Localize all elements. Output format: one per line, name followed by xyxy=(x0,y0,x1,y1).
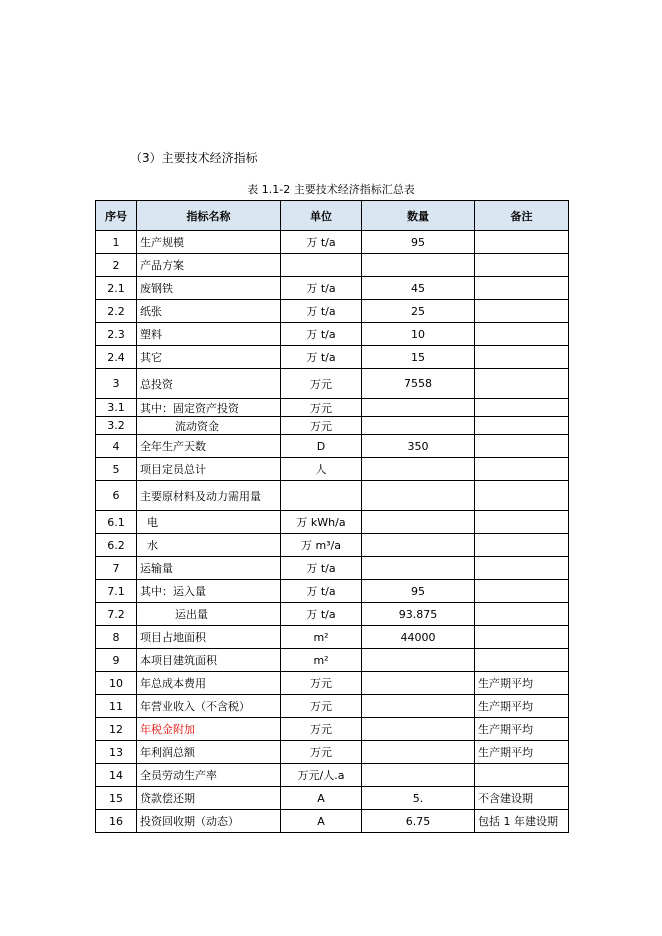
row-note xyxy=(475,534,569,557)
row-name: 运输量 xyxy=(137,557,281,580)
row-qty xyxy=(362,672,475,695)
row-name: 电 xyxy=(137,511,281,534)
row-note xyxy=(475,369,569,399)
row-qty: 7558 xyxy=(362,369,475,399)
row-qty: 95 xyxy=(362,231,475,254)
row-qty xyxy=(362,718,475,741)
table-row xyxy=(96,764,569,787)
row-unit: 万元 xyxy=(281,695,362,718)
row-unit: 万 t/a xyxy=(281,580,362,603)
table-row xyxy=(96,399,569,417)
table-row xyxy=(96,741,569,764)
table-row xyxy=(96,534,569,557)
row-qty: 15 xyxy=(362,346,475,369)
indicator-table xyxy=(95,200,569,833)
row-unit: 万元/人.a xyxy=(281,764,362,787)
row-no: 3 xyxy=(96,369,137,399)
row-note xyxy=(475,649,569,672)
row-no: 11 xyxy=(96,695,137,718)
table-row xyxy=(96,417,569,435)
row-name: 其中：固定资产投资 xyxy=(137,399,281,417)
table-caption: 表 1.1-2 主要技术经济指标汇总表 xyxy=(247,183,415,196)
row-name: 本项目建筑面积 xyxy=(137,649,281,672)
row-unit: 万元 xyxy=(281,672,362,695)
row-no: 5 xyxy=(96,458,137,481)
table-row xyxy=(96,346,569,369)
header-note: 备注 xyxy=(475,201,569,231)
row-name: 水 xyxy=(137,534,281,557)
header-name: 指标名称 xyxy=(137,201,281,231)
row-qty: 10 xyxy=(362,323,475,346)
row-note xyxy=(475,435,569,458)
row-note xyxy=(475,399,569,417)
table-row xyxy=(96,481,569,511)
row-qty: 25 xyxy=(362,300,475,323)
row-name: 全员劳动生产率 xyxy=(137,764,281,787)
row-name: 年总成本费用 xyxy=(137,672,281,695)
row-name: 主要原材料及动力需用量 xyxy=(137,481,281,511)
row-unit: 万 t/a xyxy=(281,323,362,346)
row-qty: 6.75 xyxy=(362,810,475,833)
row-note xyxy=(475,557,569,580)
row-unit: 万元 xyxy=(281,718,362,741)
table-row xyxy=(96,277,569,300)
row-name: 投资回收期（动态） xyxy=(137,810,281,833)
table-header-row xyxy=(96,201,569,231)
row-qty: 44000 xyxy=(362,626,475,649)
row-qty xyxy=(362,511,475,534)
row-qty xyxy=(362,741,475,764)
table-row xyxy=(96,580,569,603)
table-row xyxy=(96,231,569,254)
row-note xyxy=(475,481,569,511)
row-no: 6 xyxy=(96,481,137,511)
header-qty: 数量 xyxy=(362,201,475,231)
row-qty xyxy=(362,557,475,580)
table-row xyxy=(96,458,569,481)
row-no: 2.3 xyxy=(96,323,137,346)
row-name: 塑料 xyxy=(137,323,281,346)
row-unit: 人 xyxy=(281,458,362,481)
row-no: 8 xyxy=(96,626,137,649)
row-no: 2.4 xyxy=(96,346,137,369)
table-row xyxy=(96,787,569,810)
row-note xyxy=(475,417,569,435)
table-row xyxy=(96,369,569,399)
row-no: 16 xyxy=(96,810,137,833)
row-no: 6.2 xyxy=(96,534,137,557)
row-unit xyxy=(281,254,362,277)
row-name: 废钢铁 xyxy=(137,277,281,300)
row-no: 4 xyxy=(96,435,137,458)
row-no: 12 xyxy=(96,718,137,741)
row-unit: m² xyxy=(281,626,362,649)
row-unit: D xyxy=(281,435,362,458)
row-qty xyxy=(362,458,475,481)
row-no: 2 xyxy=(96,254,137,277)
row-unit: 万 kWh/a xyxy=(281,511,362,534)
row-name: 贷款偿还期 xyxy=(137,787,281,810)
table-row xyxy=(96,718,569,741)
row-qty xyxy=(362,399,475,417)
row-no: 10 xyxy=(96,672,137,695)
row-qty: 95 xyxy=(362,580,475,603)
row-no: 13 xyxy=(96,741,137,764)
row-note xyxy=(475,458,569,481)
row-note xyxy=(475,300,569,323)
row-no: 9 xyxy=(96,649,137,672)
table-row xyxy=(96,435,569,458)
row-qty xyxy=(362,417,475,435)
row-name: 年营业收入（不含税） xyxy=(137,695,281,718)
table-row xyxy=(96,254,569,277)
row-note xyxy=(475,626,569,649)
row-no: 6.1 xyxy=(96,511,137,534)
table-row xyxy=(96,672,569,695)
row-qty: 45 xyxy=(362,277,475,300)
row-note: 生产期平均 xyxy=(475,741,569,764)
row-no: 1 xyxy=(96,231,137,254)
header-unit: 单位 xyxy=(281,201,362,231)
row-unit xyxy=(281,481,362,511)
table-row xyxy=(96,603,569,626)
row-name: 运出量 xyxy=(137,603,281,626)
row-note xyxy=(475,231,569,254)
row-qty xyxy=(362,534,475,557)
section-heading: （3）主要技术经济指标 xyxy=(130,151,258,165)
row-qty: 350 xyxy=(362,435,475,458)
row-note xyxy=(475,580,569,603)
row-note xyxy=(475,603,569,626)
row-note xyxy=(475,277,569,300)
row-no: 3.1 xyxy=(96,399,137,417)
row-unit: m² xyxy=(281,649,362,672)
row-name: 流动资金 xyxy=(137,417,281,435)
row-unit: 万 t/a xyxy=(281,603,362,626)
row-qty: 5. xyxy=(362,787,475,810)
row-qty: 93.875 xyxy=(362,603,475,626)
table-row xyxy=(96,810,569,833)
row-no: 7 xyxy=(96,557,137,580)
table-row xyxy=(96,557,569,580)
row-name-highlighted: 年税金附加 xyxy=(137,718,281,741)
row-unit: 万 t/a xyxy=(281,277,362,300)
row-unit: A xyxy=(281,787,362,810)
row-unit: 万 t/a xyxy=(281,557,362,580)
row-note: 生产期平均 xyxy=(475,672,569,695)
row-unit: 万元 xyxy=(281,369,362,399)
row-no: 14 xyxy=(96,764,137,787)
row-qty xyxy=(362,481,475,511)
row-name: 生产规模 xyxy=(137,231,281,254)
table-row xyxy=(96,323,569,346)
row-unit: A xyxy=(281,810,362,833)
row-qty xyxy=(362,764,475,787)
table-row xyxy=(96,649,569,672)
row-note xyxy=(475,254,569,277)
row-name: 纸张 xyxy=(137,300,281,323)
row-unit: 万元 xyxy=(281,399,362,417)
row-unit: 万 t/a xyxy=(281,300,362,323)
row-unit: 万元 xyxy=(281,417,362,435)
table-row xyxy=(96,626,569,649)
row-unit: 万元 xyxy=(281,741,362,764)
row-name: 项目定员总计 xyxy=(137,458,281,481)
row-note xyxy=(475,323,569,346)
row-no: 2.1 xyxy=(96,277,137,300)
row-name: 总投资 xyxy=(137,369,281,399)
row-no: 15 xyxy=(96,787,137,810)
row-note: 包括 1 年建设期 xyxy=(475,810,569,833)
table-row xyxy=(96,695,569,718)
row-unit: 万 t/a xyxy=(281,231,362,254)
row-name: 年利润总额 xyxy=(137,741,281,764)
header-no: 序号 xyxy=(96,201,137,231)
row-note: 生产期平均 xyxy=(475,718,569,741)
row-name: 产品方案 xyxy=(137,254,281,277)
row-qty xyxy=(362,649,475,672)
row-no: 2.2 xyxy=(96,300,137,323)
row-no: 7.1 xyxy=(96,580,137,603)
row-note: 生产期平均 xyxy=(475,695,569,718)
row-no: 7.2 xyxy=(96,603,137,626)
row-unit: 万 m³/a xyxy=(281,534,362,557)
row-name: 其中：运入量 xyxy=(137,580,281,603)
row-note xyxy=(475,511,569,534)
row-name: 其它 xyxy=(137,346,281,369)
row-no: 3.2 xyxy=(96,417,137,435)
row-note: 不含建设期 xyxy=(475,787,569,810)
table-row xyxy=(96,300,569,323)
row-qty xyxy=(362,695,475,718)
row-note xyxy=(475,346,569,369)
row-qty xyxy=(362,254,475,277)
row-unit: 万 t/a xyxy=(281,346,362,369)
row-name: 项目占地面积 xyxy=(137,626,281,649)
row-name: 全年生产天数 xyxy=(137,435,281,458)
table-row xyxy=(96,511,569,534)
row-note xyxy=(475,764,569,787)
